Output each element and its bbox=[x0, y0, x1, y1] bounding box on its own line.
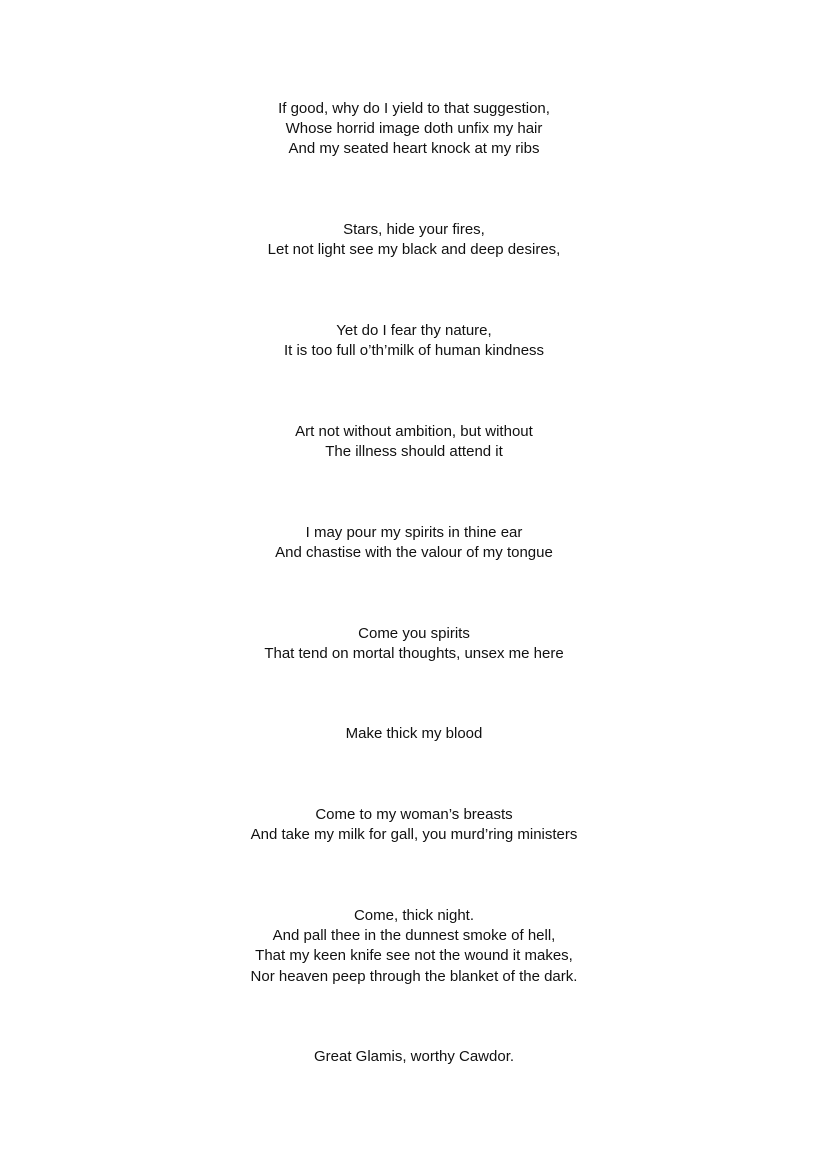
stanza-line: Come to my woman’s breasts bbox=[315, 806, 513, 823]
stanza-line: The illness should attend it bbox=[325, 443, 503, 461]
stanza-line: Come, thick night. bbox=[353, 907, 475, 924]
stanza-5 bbox=[0, 523, 828, 563]
stanza-line: That my keen knife see not the wound it makes, bbox=[255, 947, 573, 965]
stanza-7 bbox=[0, 724, 828, 744]
stanza-line: Yet do I fear thy nature, bbox=[336, 322, 492, 339]
stanza-line: Stars, hide your fires, bbox=[343, 221, 485, 238]
stanza-line: And pall thee in the dunnest smoke of hell, bbox=[272, 927, 556, 945]
stanza-line: Nor heaven peep through the blanket of the dark. bbox=[250, 967, 578, 985]
stanza-4 bbox=[0, 422, 828, 462]
stanza-3 bbox=[0, 321, 828, 361]
stanza-line: Come you spirits bbox=[358, 625, 470, 642]
stanza-6 bbox=[0, 624, 828, 664]
stanza-1 bbox=[0, 99, 828, 160]
stanza-line: If good, why do I yield to that suggestion, bbox=[278, 100, 550, 117]
stanza-line: I may pour my spirits in thine ear bbox=[305, 524, 523, 541]
stanza-line: And take my milk for gall, you murd’ring ministers bbox=[250, 826, 578, 844]
stanza-line: Let not light see my black and deep desires, bbox=[267, 241, 561, 259]
stanza-line: Whose horrid image doth unfix my hair bbox=[285, 120, 543, 138]
stanza-2 bbox=[0, 220, 828, 260]
stanza-10 bbox=[0, 1047, 828, 1067]
stanza-line: It is too full o’th’milk of human kindness bbox=[283, 342, 545, 360]
stanza-line: And my seated heart knock at my ribs bbox=[288, 140, 540, 158]
stanza-9 bbox=[0, 906, 828, 987]
stanza-line: And chastise with the valour of my tongue bbox=[275, 544, 553, 562]
stanza-line: Great Glamis, worthy Cawdor. bbox=[313, 1048, 515, 1065]
stanza-line: That tend on mortal thoughts, unsex me here bbox=[264, 645, 564, 663]
stanza-line: Make thick my blood bbox=[345, 725, 483, 742]
stanza-8 bbox=[0, 805, 828, 845]
stanza-line: Art not without ambition, but without bbox=[295, 423, 533, 440]
